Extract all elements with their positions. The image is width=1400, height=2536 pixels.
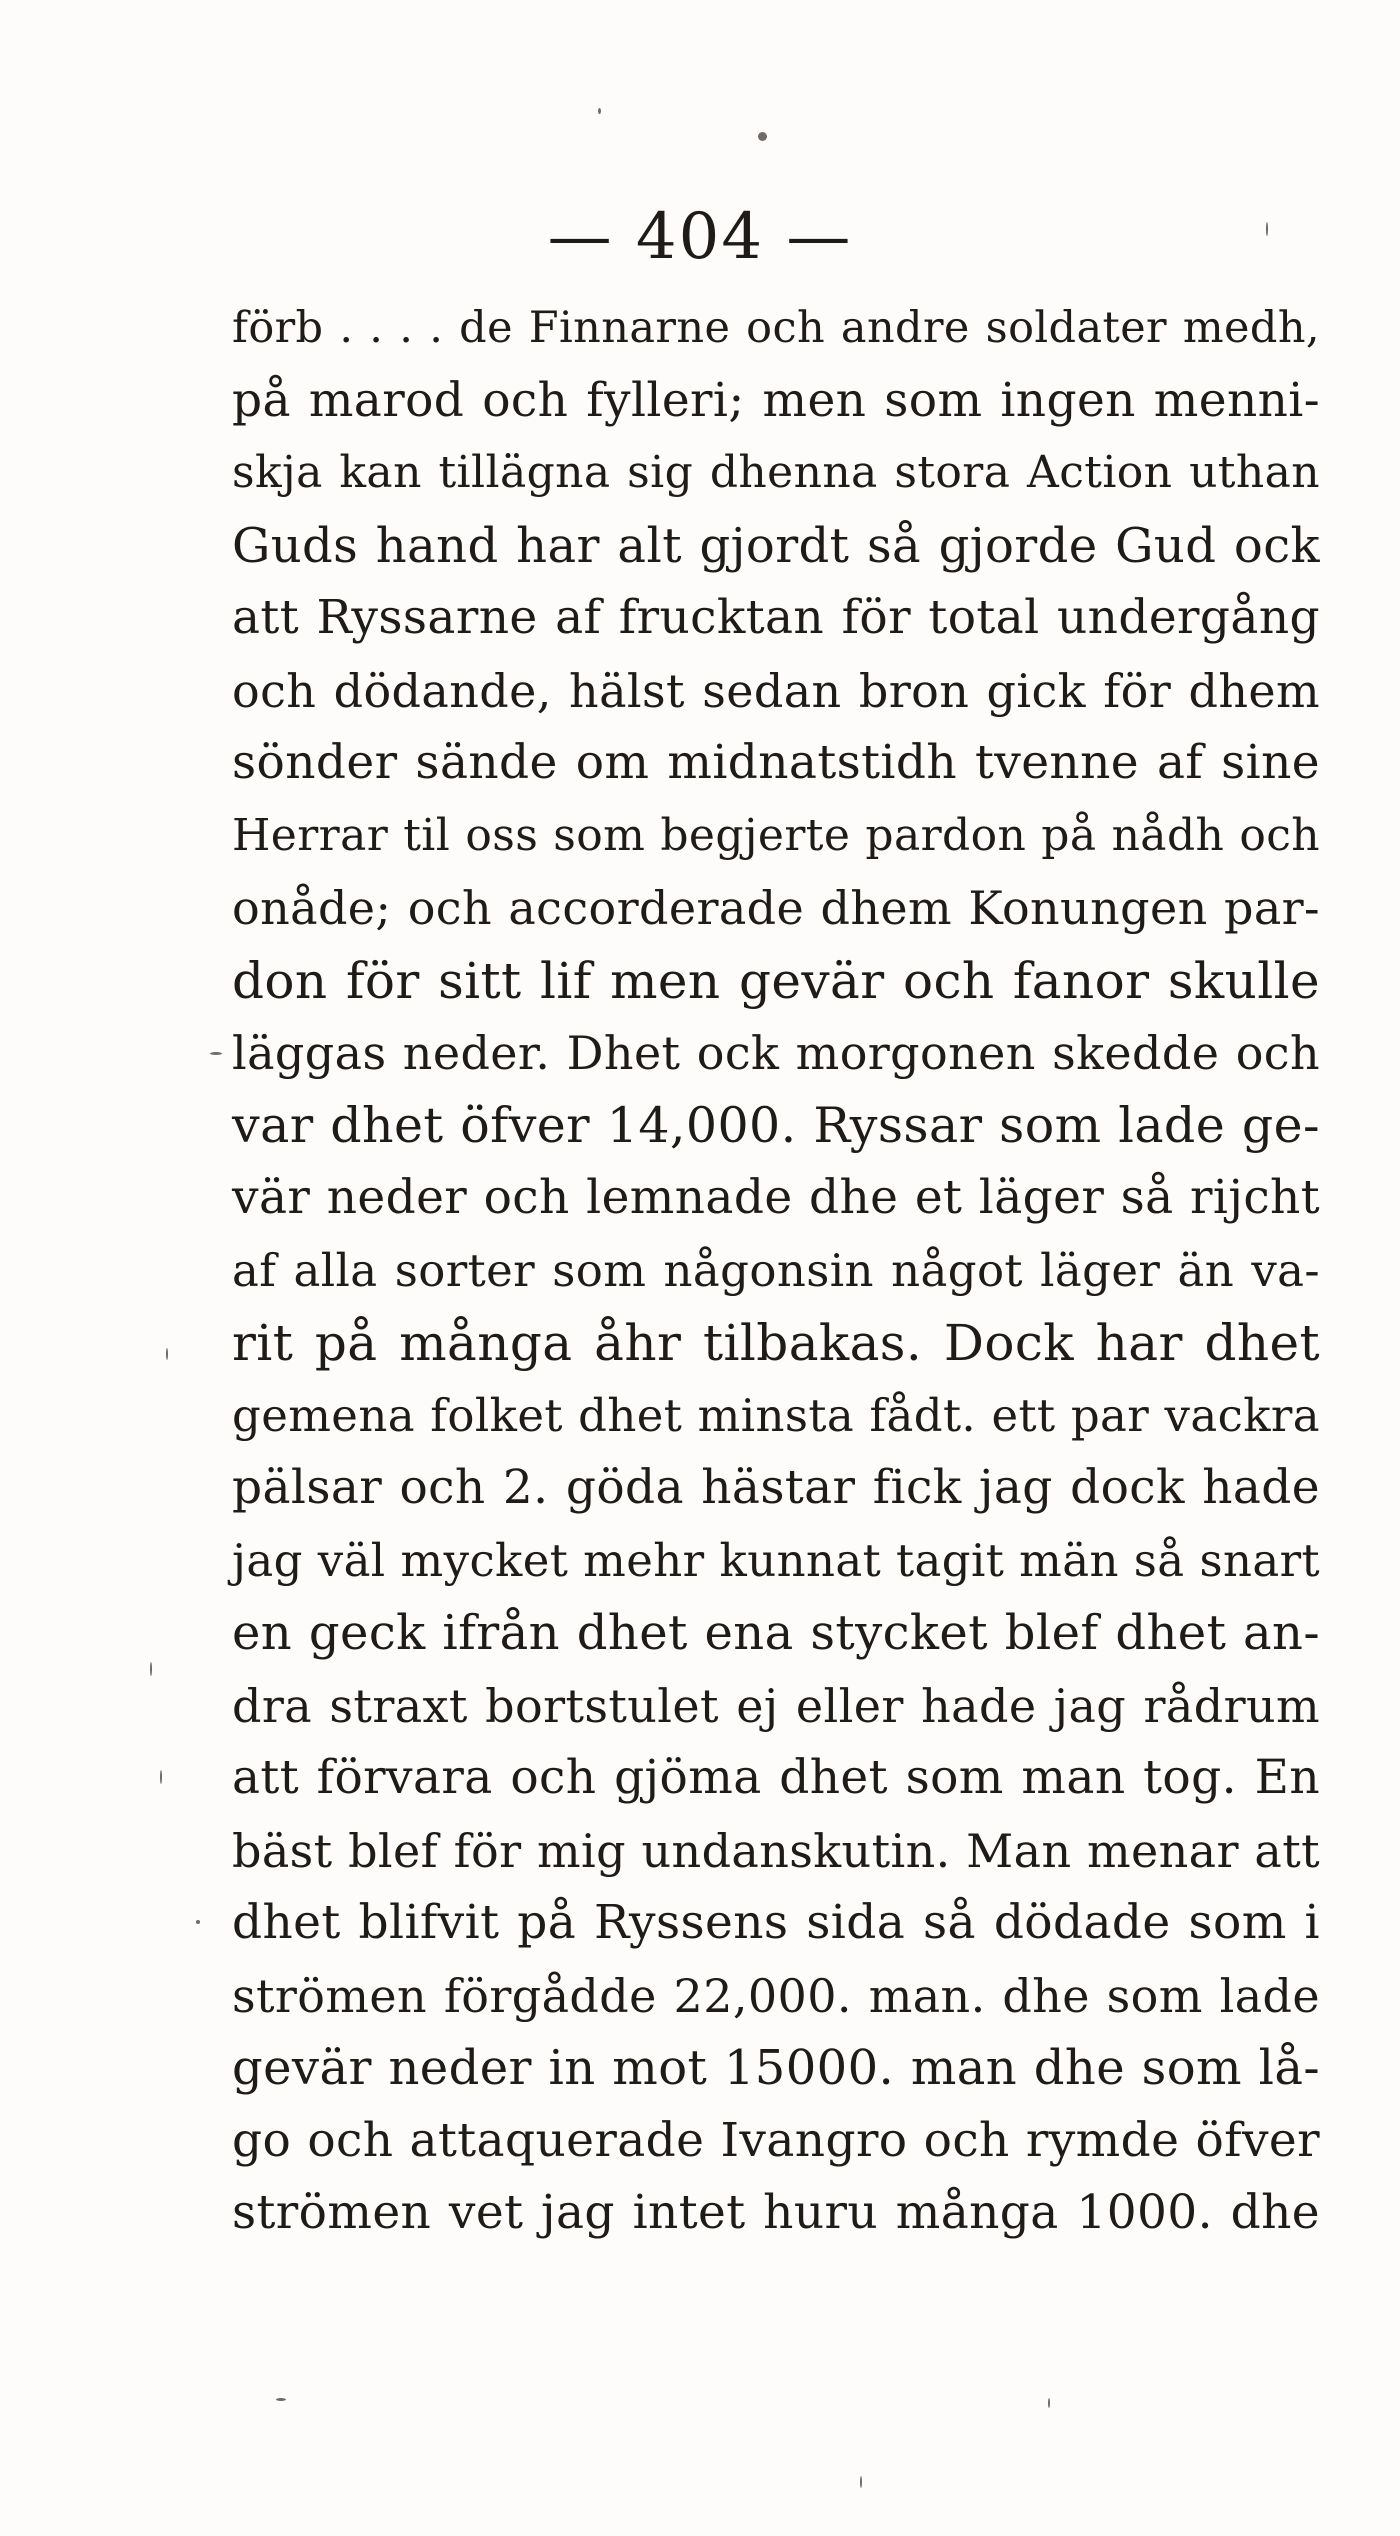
paper-speck (166, 1348, 168, 1360)
text-line: gevär neder in mot 15000. man dhe som lå- (232, 2040, 1320, 2096)
paper-speck (758, 132, 767, 141)
text-line: förb . . . . de Finnarne och andre soldater medh, (232, 303, 1320, 353)
text-line: go och attaquerade Ivangro och rymde öfver (232, 2112, 1320, 2168)
text-line: dra straxt bortstulet ej eller hade jag rådrum (232, 1678, 1320, 1733)
text-line: strömen vet jag intet huru många 1000. dhe (232, 2185, 1320, 2240)
paper-speck (210, 1052, 222, 1055)
text-line: på marod och fylleri; men som ingen menni- (232, 372, 1320, 428)
paper-speck (150, 1662, 152, 1676)
paper-speck (598, 108, 601, 114)
text-line: pälsar och 2. göda hästar fick jag dock hade (232, 1460, 1320, 1515)
text-line: och dödande, hälst sedan bron gick för dhem (232, 663, 1320, 718)
paper-speck (860, 2476, 862, 2488)
paper-speck (160, 1770, 162, 1784)
text-line: en geck ifrån dhet ena stycket blef dhet an- (232, 1605, 1320, 1661)
page-number: — 404 — (547, 200, 853, 274)
body-text (232, 292, 1320, 2250)
text-line: jag väl mycket mehr kunnat tagit män så snart (232, 1533, 1320, 1587)
text-line: skja kan tillägna sig dhenna stora Action uthan (232, 447, 1320, 498)
paper-speck (276, 2398, 286, 2401)
text-line: onåde; och accorderade dhem Konungen par- (232, 881, 1320, 935)
text-line: läggas neder. Dhet ock morgonen skedde och (232, 1026, 1320, 1080)
paper-speck (1048, 2398, 1050, 2408)
text-line: att förvara och gjöma dhet som man tog. En (232, 1750, 1320, 1805)
text-line: Guds hand har alt gjordt så gjorde Gud ock (232, 517, 1320, 574)
text-line: bäst blef för mig undanskutin. Man menar att (232, 1823, 1320, 1878)
text-line: Herrar til oss som begjerte pardon på nådh och (232, 809, 1320, 861)
text-line: strömen förgådde 22,000. man. dhe som lade (232, 1968, 1320, 2023)
text-line: don för sitt lif men gevär och fanor skulle (232, 951, 1320, 1010)
text-line: dhet blifvit på Ryssens sida så dödade som i (232, 1895, 1320, 1950)
text-line: sönder sände om midnatstidh tvenne af sine (232, 735, 1320, 790)
paper-speck (196, 1920, 200, 1924)
paper-speck (1266, 222, 1268, 236)
text-line: var dhet öfver 14,000. Ryssar som lade ge- (232, 1096, 1320, 1154)
text-line: af alla sorter som någonsin något läger än va- (232, 1243, 1320, 1297)
text-line: att Ryssarne af frucktan för total undergång (232, 590, 1320, 645)
text-line: vär neder och lemnade dhe et läger så rijcht (232, 1170, 1320, 1225)
text-line: rit på många åhr tilbakas. Dock har dhet (232, 1314, 1320, 1372)
text-line: gemena folket dhet minsta fådt. ett par vackra (232, 1388, 1320, 1442)
